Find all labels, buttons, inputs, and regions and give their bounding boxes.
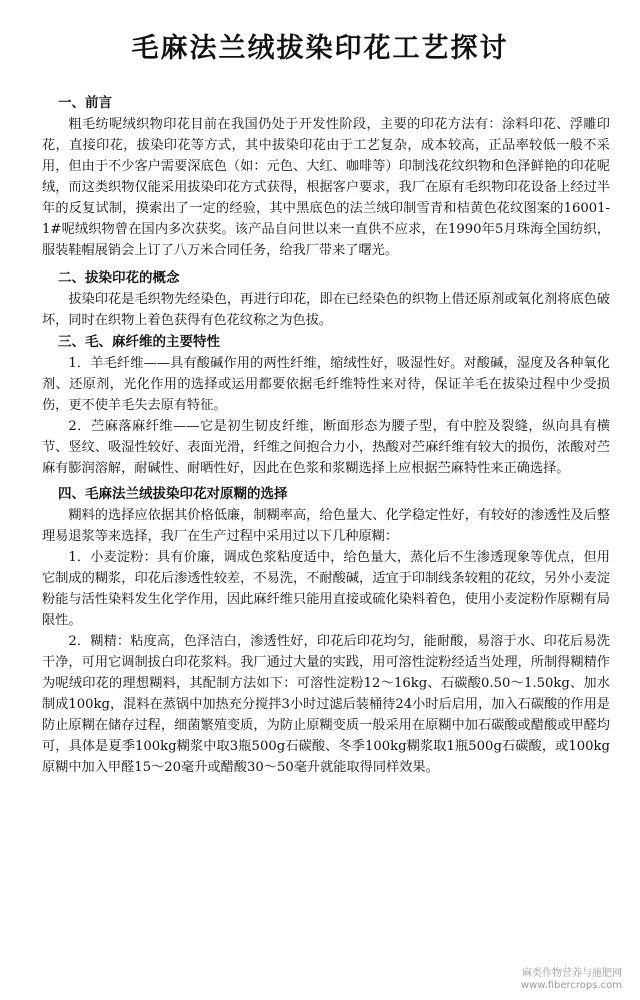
paragraph: 1．羊毛纤维——具有酸碱作用的两性纤维，缩绒性好，吸湿性好。对酸碱，湿度及各种氧化剂、还原剂，光化作用的选择或运用都要依据毛纤维特性来对待，保证羊毛在拔染过程中少受损伤，更不使羊毛失去原有特征。 <box>42 356 610 413</box>
section-heading: 一、前言 <box>58 95 112 111</box>
paragraph: 2．苎麻落麻纤维——它是初生韧皮纤维，断面形态为腰子型，有中腔及裂缝，纵向具有横节、竖纹、吸湿性较好、表面光滑，纤维之间抱合力小，热酸对苎麻纤维有较大的损伤，浓酸对苎麻有膨润溶解，耐碱性、耐晒性好，因此在色浆和浆糊选择上应根据苎麻特性来正确选择。 <box>42 419 610 476</box>
watermark-site-name: 麻类作物营养与施肥网 <box>522 968 622 979</box>
watermark-url: www.fibercrops.com <box>520 980 622 991</box>
paragraph: 2．糊精：粘度高，色泽洁白，渗透性好，印花后印花均匀，能耐酸，易溶于水、印花后易洗干净，可用它调制拔白印花浆料。我厂通过大量的实践，用可溶性淀粉经适当处理，所制得糊精作为呢绒印花的理想糊料，其配制方法如下：可溶性淀粉12～16kg、石碳酸0.50～1.50kg、加水制成100kg，混料在蒸锅中加热充分搅拌3小时过滤后装桶待24小时后启用，加入石碳酸的作用是防止原糊在储存过程，细菌繁殖变质，为防止原糊变质一般采用在原糊中加石碳酸或醋酸或甲醛均可，具体是夏季100kg糊浆中取3瓶500g石碳酸、冬季100kg糊浆取1瓶500g石碳酸，或100kg原糊中加入甲醛15～20毫升或醋酸30～50毫升就能取得同样效果。 <box>42 634 610 775</box>
section-heading: 三、毛、麻纤维的主要特性 <box>58 334 220 350</box>
section-heading: 四、毛麻法兰绒拔染印花对原糊的选择 <box>58 486 288 502</box>
section-heading: 二、拔染印花的概念 <box>58 270 180 286</box>
section-preface <box>42 92 610 261</box>
paragraph: 糊料的选择应依据其价格低廉，制糊率高，给色量大、化学稳定性好，有较好的渗透性及后整理易退浆等来选择，我厂在生产过程中采用过以下几种原糊： <box>42 508 610 544</box>
site-watermark <box>521 968 622 992</box>
paragraph: 1．小麦淀粉：具有价廉，调成色浆粘度适中，给色量大，蒸化后不生渗透现象等优点，但用它制成的糊浆，印花后渗透性较差，不易洗，不耐酸碱，适宜于印制线条较粗的花纹，另外小麦淀粉能与活性染料发生化学作用，因此麻纤维只能用直接或硫化染料着色，使用小麦淀粉作原糊有局限性。 <box>42 550 610 628</box>
page-title: 毛麻法兰绒拔染印花工艺探讨 <box>131 33 509 65</box>
document-body <box>42 92 610 778</box>
paragraph: 粗毛纺呢绒织物印花目前在我国仍处于开发性阶段，主要的印花方法有：涂料印花、浮雕印花，直接印花，拔染印花等方式，其中拔染印花由于工艺复杂，成本较高，正品率较低一般不采用，但由于不少客户需要深底色（如：元色、大红、咖啡等）印制浅花纹织物和色泽鲜艳的印花呢绒，而这类织物仅能采用拔染印花方式获得，根据客户要求，我厂在原有毛织物印花设备上经过半年的反复试制，摸索出了一定的经验，其中黑底色的法兰绒印制雪青和桔黄色花纹图案的16001-1#呢绒织物曾在国内多次获奖。该产品自问世以来一直供不应求，在1990年5月珠海全国纺织，服装鞋帽展销会上订了八万米合同任务，给我厂带来了曙光。 <box>42 117 610 258</box>
paragraph: 拔染印花是毛织物先经染色，再进行印花，即在已经染色的织物上借还原剂或氧化剂将底色破坏，同时在织物上着色获得有色花纹称之为色拔。 <box>42 292 610 328</box>
section-paste-selection <box>42 483 610 778</box>
section-concept <box>42 267 610 331</box>
section-fiber-properties <box>42 331 610 479</box>
